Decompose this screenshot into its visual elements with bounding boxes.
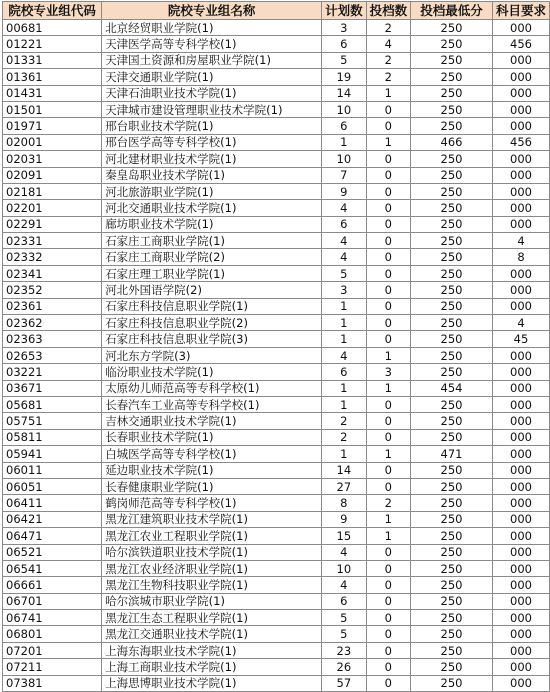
table-row [3, 69, 550, 85]
plan-count-cell: 5 [322, 52, 367, 68]
group-name-cell: 邢台医学高等专科学校(1) [102, 134, 322, 150]
table-row [3, 429, 550, 445]
group-code-cell: 02361 [3, 298, 102, 314]
plan-count-cell: 7 [322, 167, 367, 183]
group-name-cell: 石家庄工商职业学院(1) [102, 233, 322, 249]
filed-count-cell: 2 [366, 69, 411, 85]
group-name-cell: 黑龙江建筑职业技术学院(1) [102, 511, 322, 527]
subject-req-cell: 000 [492, 282, 549, 298]
plan-count-cell: 1 [322, 396, 367, 412]
group-name-cell: 黑龙江农业经济职业学院(1) [102, 560, 322, 576]
subject-req-cell: 000 [492, 380, 549, 396]
plan-count-cell: 27 [322, 478, 367, 494]
min-score-cell: 250 [411, 364, 493, 380]
min-score-cell: 250 [411, 151, 493, 167]
table-row [3, 183, 550, 199]
group-name-cell: 黑龙江生物科技职业学院(1) [102, 577, 322, 593]
header-min-score: 投档最低分 [411, 2, 493, 20]
group-code-cell: 01971 [3, 118, 102, 134]
filed-count-cell: 0 [366, 396, 411, 412]
table-row [3, 593, 550, 609]
header-group-name: 院校专业组名称 [102, 2, 322, 20]
group-code-cell: 02181 [3, 183, 102, 199]
group-name-cell: 黑龙江农业工程职业学院(1) [102, 528, 322, 544]
min-score-cell: 454 [411, 380, 493, 396]
subject-req-cell: 000 [492, 413, 549, 429]
subject-req-cell: 000 [492, 642, 549, 658]
group-code-cell: 02291 [3, 216, 102, 232]
min-score-cell: 250 [411, 511, 493, 527]
group-name-cell: 太原幼儿师范高等专科学校(1) [102, 380, 322, 396]
group-code-cell: 06801 [3, 626, 102, 642]
subject-req-cell: 000 [492, 429, 549, 445]
subject-req-cell: 000 [492, 610, 549, 626]
group-name-cell: 白城医学高等专科学校(1) [102, 446, 322, 462]
plan-count-cell: 6 [322, 364, 367, 380]
min-score-cell: 250 [411, 85, 493, 101]
filed-count-cell: 1 [366, 528, 411, 544]
filed-count-cell: 0 [366, 315, 411, 331]
subject-req-cell: 000 [492, 118, 549, 134]
plan-count-cell: 26 [322, 659, 367, 675]
group-name-cell: 哈尔滨城市职业学院(1) [102, 593, 322, 609]
group-code-cell: 02332 [3, 249, 102, 265]
plan-count-cell: 6 [322, 118, 367, 134]
min-score-cell: 250 [411, 495, 493, 511]
plan-count-cell: 6 [322, 216, 367, 232]
group-name-cell: 天津城市建设管理职业技术学院(1) [102, 101, 322, 117]
filed-count-cell: 0 [366, 298, 411, 314]
subject-req-cell: 45 [492, 331, 549, 347]
filed-count-cell: 0 [366, 183, 411, 199]
filed-count-cell: 0 [366, 249, 411, 265]
group-code-cell: 01331 [3, 52, 102, 68]
min-score-cell: 250 [411, 265, 493, 281]
filed-count-cell: 2 [366, 20, 411, 36]
min-score-cell: 250 [411, 610, 493, 626]
group-code-cell: 05751 [3, 413, 102, 429]
filed-count-cell: 0 [366, 216, 411, 232]
table-row [3, 495, 550, 511]
table-row [3, 151, 550, 167]
group-name-cell: 黑龙江交通职业技术学院(1) [102, 626, 322, 642]
group-name-cell: 石家庄科技信息职业学院(2) [102, 315, 322, 331]
group-name-cell: 临汾职业技术学院(1) [102, 364, 322, 380]
plan-count-cell: 14 [322, 85, 367, 101]
min-score-cell: 250 [411, 52, 493, 68]
group-name-cell: 哈尔滨铁道职业技术学院(1) [102, 544, 322, 560]
table-row [3, 478, 550, 494]
header-group-code: 院校专业组代码 [3, 2, 102, 20]
min-score-cell: 250 [411, 560, 493, 576]
table-row [3, 626, 550, 642]
plan-count-cell: 1 [322, 446, 367, 462]
plan-count-cell: 15 [322, 528, 367, 544]
plan-count-cell: 1 [322, 331, 367, 347]
table-row [3, 380, 550, 396]
min-score-cell: 250 [411, 642, 493, 658]
plan-count-cell: 1 [322, 298, 367, 314]
min-score-cell: 471 [411, 446, 493, 462]
plan-count-cell: 6 [322, 36, 367, 52]
group-code-cell: 02362 [3, 315, 102, 331]
group-name-cell: 秦皇岛职业技术学院(1) [102, 167, 322, 183]
filed-count-cell: 0 [366, 429, 411, 445]
table-row [3, 446, 550, 462]
filed-count-cell: 1 [366, 446, 411, 462]
plan-count-cell: 10 [322, 101, 367, 117]
plan-count-cell: 9 [322, 511, 367, 527]
group-name-cell: 鹤岗师范高等专科学校(1) [102, 495, 322, 511]
subject-req-cell: 000 [492, 364, 549, 380]
group-name-cell: 长春职业技术学院(1) [102, 429, 322, 445]
subject-req-cell: 000 [492, 528, 549, 544]
subject-req-cell: 000 [492, 216, 549, 232]
header-filed-count: 投档数 [366, 2, 411, 20]
table-row [3, 528, 550, 544]
subject-req-cell: 8 [492, 249, 549, 265]
table-row [3, 298, 550, 314]
filed-count-cell: 1 [366, 380, 411, 396]
filed-count-cell: 1 [366, 347, 411, 363]
table-row [3, 659, 550, 675]
table-row [3, 85, 550, 101]
group-code-cell: 06541 [3, 560, 102, 576]
plan-count-cell: 8 [322, 495, 367, 511]
min-score-cell: 250 [411, 249, 493, 265]
min-score-cell: 466 [411, 134, 493, 150]
filed-count-cell: 0 [366, 626, 411, 642]
filed-count-cell: 0 [366, 282, 411, 298]
plan-count-cell: 4 [322, 577, 367, 593]
min-score-cell: 250 [411, 69, 493, 85]
subject-req-cell: 000 [492, 85, 549, 101]
min-score-cell: 250 [411, 413, 493, 429]
plan-count-cell: 4 [322, 347, 367, 363]
plan-count-cell: 1 [322, 134, 367, 150]
subject-req-cell: 000 [492, 560, 549, 576]
plan-count-cell: 5 [322, 610, 367, 626]
plan-count-cell: 10 [322, 151, 367, 167]
min-score-cell: 250 [411, 347, 493, 363]
group-name-cell: 河北建材职业技术学院(1) [102, 151, 322, 167]
group-code-cell: 05941 [3, 446, 102, 462]
subject-req-cell: 000 [492, 265, 549, 281]
table-row [3, 675, 550, 691]
subject-req-cell: 000 [492, 347, 549, 363]
plan-count-cell: 1 [322, 380, 367, 396]
table-row [3, 364, 550, 380]
table-row [3, 315, 550, 331]
filed-count-cell: 1 [366, 85, 411, 101]
plan-count-cell: 19 [322, 69, 367, 85]
group-code-cell: 07211 [3, 659, 102, 675]
group-name-cell: 天津国土资源和房屋职业学院(1) [102, 52, 322, 68]
group-code-cell: 05681 [3, 396, 102, 412]
subject-req-cell: 000 [492, 183, 549, 199]
filed-count-cell: 0 [366, 200, 411, 216]
min-score-cell: 250 [411, 626, 493, 642]
group-code-cell: 02341 [3, 265, 102, 281]
min-score-cell: 250 [411, 167, 493, 183]
plan-count-cell: 4 [322, 544, 367, 560]
table-row [3, 577, 550, 593]
filed-count-cell: 4 [366, 36, 411, 52]
table-row [3, 36, 550, 52]
min-score-cell: 250 [411, 396, 493, 412]
group-code-cell: 01501 [3, 101, 102, 117]
filed-count-cell: 0 [366, 544, 411, 560]
group-name-cell: 黑龙江生态工程职业学院(1) [102, 610, 322, 626]
plan-count-cell: 4 [322, 200, 367, 216]
plan-count-cell: 23 [322, 642, 367, 658]
filed-count-cell: 0 [366, 462, 411, 478]
table-row [3, 200, 550, 216]
group-name-cell: 天津医学高等专科学校(1) [102, 36, 322, 52]
filed-count-cell: 0 [366, 101, 411, 117]
group-code-cell: 02031 [3, 151, 102, 167]
group-name-cell: 天津石油职业技术学院(1) [102, 85, 322, 101]
min-score-cell: 250 [411, 233, 493, 249]
table-row [3, 347, 550, 363]
group-code-cell: 02001 [3, 134, 102, 150]
subject-req-cell: 000 [492, 659, 549, 675]
min-score-cell: 250 [411, 298, 493, 314]
filed-count-cell: 0 [366, 577, 411, 593]
plan-count-cell: 2 [322, 429, 367, 445]
group-name-cell: 上海东海职业技术学院(1) [102, 642, 322, 658]
filed-count-cell: 0 [366, 331, 411, 347]
min-score-cell: 250 [411, 183, 493, 199]
table-row [3, 331, 550, 347]
group-code-cell: 02352 [3, 282, 102, 298]
filed-count-cell: 0 [366, 610, 411, 626]
filed-count-cell: 0 [366, 151, 411, 167]
table-row [3, 560, 550, 576]
subject-req-cell: 000 [492, 577, 549, 593]
plan-count-cell: 5 [322, 626, 367, 642]
plan-count-cell: 4 [322, 233, 367, 249]
filed-count-cell: 0 [366, 560, 411, 576]
min-score-cell: 250 [411, 282, 493, 298]
group-code-cell: 06011 [3, 462, 102, 478]
group-name-cell: 邢台职业技术学院(1) [102, 118, 322, 134]
subject-req-cell: 456 [492, 134, 549, 150]
group-name-cell: 石家庄理工职业学院(1) [102, 265, 322, 281]
filed-count-cell: 0 [366, 265, 411, 281]
group-code-cell: 06471 [3, 528, 102, 544]
min-score-cell: 250 [411, 101, 493, 117]
filed-count-cell: 0 [366, 675, 411, 691]
group-code-cell: 07201 [3, 642, 102, 658]
plan-count-cell: 5 [322, 265, 367, 281]
group-code-cell: 01361 [3, 69, 102, 85]
subject-req-cell: 000 [492, 446, 549, 462]
group-name-cell: 河北交通职业技术学院(1) [102, 200, 322, 216]
group-name-cell: 北京经贸职业学院(1) [102, 20, 322, 36]
group-name-cell: 长春健康职业学院(1) [102, 478, 322, 494]
table-row [3, 233, 550, 249]
table-row [3, 265, 550, 281]
filed-count-cell: 0 [366, 642, 411, 658]
group-code-cell: 06411 [3, 495, 102, 511]
filed-count-cell: 1 [366, 511, 411, 527]
filed-count-cell: 0 [366, 593, 411, 609]
group-code-cell: 06661 [3, 577, 102, 593]
plan-count-cell: 57 [322, 675, 367, 691]
subject-req-cell: 000 [492, 462, 549, 478]
min-score-cell: 250 [411, 36, 493, 52]
group-name-cell: 石家庄科技信息职业学院(1) [102, 298, 322, 314]
group-name-cell: 河北东方学院(3) [102, 347, 322, 363]
group-code-cell: 06741 [3, 610, 102, 626]
filed-count-cell: 0 [366, 233, 411, 249]
subject-req-cell: 000 [492, 593, 549, 609]
subject-req-cell: 000 [492, 396, 549, 412]
table-row [3, 118, 550, 134]
subject-req-cell: 456 [492, 36, 549, 52]
group-code-cell: 07381 [3, 675, 102, 691]
min-score-cell: 250 [411, 315, 493, 331]
table-row [3, 216, 550, 232]
subject-req-cell: 000 [492, 495, 549, 511]
subject-req-cell: 000 [492, 167, 549, 183]
group-code-cell: 02331 [3, 233, 102, 249]
min-score-cell: 250 [411, 478, 493, 494]
subject-req-cell: 000 [492, 544, 549, 560]
subject-req-cell: 000 [492, 511, 549, 527]
table-row [3, 101, 550, 117]
min-score-cell: 250 [411, 20, 493, 36]
table-row [3, 167, 550, 183]
group-code-cell: 06701 [3, 593, 102, 609]
table-row [3, 413, 550, 429]
min-score-cell: 250 [411, 118, 493, 134]
group-name-cell: 延边职业技术学院(1) [102, 462, 322, 478]
filed-count-cell: 1 [366, 134, 411, 150]
plan-count-cell: 14 [322, 462, 367, 478]
subject-req-cell: 4 [492, 315, 549, 331]
group-code-cell: 03671 [3, 380, 102, 396]
table-body [3, 20, 550, 692]
group-name-cell: 石家庄科技信息职业学院(3) [102, 331, 322, 347]
group-code-cell: 02363 [3, 331, 102, 347]
min-score-cell: 250 [411, 200, 493, 216]
group-code-cell: 03221 [3, 364, 102, 380]
min-score-cell: 250 [411, 544, 493, 560]
table-row [3, 20, 550, 36]
group-name-cell: 长春汽车工业高等专科学校(1) [102, 396, 322, 412]
subject-req-cell: 000 [492, 52, 549, 68]
filed-count-cell: 0 [366, 413, 411, 429]
min-score-cell: 250 [411, 593, 493, 609]
filed-count-cell: 0 [366, 478, 411, 494]
min-score-cell: 250 [411, 462, 493, 478]
min-score-cell: 250 [411, 659, 493, 675]
plan-count-cell: 10 [322, 560, 367, 576]
group-code-cell: 01221 [3, 36, 102, 52]
min-score-cell: 250 [411, 429, 493, 445]
subject-req-cell: 4 [492, 233, 549, 249]
min-score-cell: 250 [411, 577, 493, 593]
subject-req-cell: 000 [492, 626, 549, 642]
group-code-cell: 06051 [3, 478, 102, 494]
group-name-cell: 河北外国语学院(2) [102, 282, 322, 298]
group-name-cell: 廊坊职业技术学院(1) [102, 216, 322, 232]
filed-count-cell: 0 [366, 167, 411, 183]
group-name-cell: 天津交通职业学院(1) [102, 69, 322, 85]
group-code-cell: 02091 [3, 167, 102, 183]
min-score-cell: 250 [411, 675, 493, 691]
table-row [3, 282, 550, 298]
subject-req-cell: 000 [492, 101, 549, 117]
filed-count-cell: 3 [366, 364, 411, 380]
min-score-cell: 250 [411, 528, 493, 544]
filed-count-cell: 2 [366, 495, 411, 511]
table-row [3, 462, 550, 478]
group-name-cell: 上海思博职业技术学院(1) [102, 675, 322, 691]
min-score-cell: 250 [411, 331, 493, 347]
table-row [3, 610, 550, 626]
plan-count-cell: 9 [322, 183, 367, 199]
admission-score-table [2, 1, 550, 692]
min-score-cell: 250 [411, 216, 493, 232]
group-code-cell: 06421 [3, 511, 102, 527]
header-row [3, 2, 550, 20]
subject-req-cell: 000 [492, 151, 549, 167]
filed-count-cell: 2 [366, 52, 411, 68]
subject-req-cell: 000 [492, 478, 549, 494]
group-name-cell: 上海工商职业技术学院(1) [102, 659, 322, 675]
group-code-cell: 05811 [3, 429, 102, 445]
subject-req-cell: 000 [492, 675, 549, 691]
subject-req-cell: 000 [492, 298, 549, 314]
plan-count-cell: 6 [322, 593, 367, 609]
plan-count-cell: 4 [322, 249, 367, 265]
header-plan-count: 计划数 [322, 2, 367, 20]
plan-count-cell: 3 [322, 20, 367, 36]
group-name-cell: 石家庄工商职业学院(2) [102, 249, 322, 265]
subject-req-cell: 000 [492, 20, 549, 36]
group-name-cell: 吉林交通职业技术学院(1) [102, 413, 322, 429]
filed-count-cell: 0 [366, 118, 411, 134]
group-code-cell: 02201 [3, 200, 102, 216]
subject-req-cell: 000 [492, 200, 549, 216]
table-row [3, 396, 550, 412]
table-row [3, 544, 550, 560]
group-code-cell: 01431 [3, 85, 102, 101]
plan-count-cell: 3 [322, 282, 367, 298]
plan-count-cell: 1 [322, 315, 367, 331]
group-name-cell: 河北旅游职业学院(1) [102, 183, 322, 199]
table-row [3, 52, 550, 68]
table-row [3, 134, 550, 150]
group-code-cell: 00681 [3, 20, 102, 36]
plan-count-cell: 2 [322, 413, 367, 429]
table-row [3, 249, 550, 265]
filed-count-cell: 0 [366, 659, 411, 675]
group-code-cell: 06521 [3, 544, 102, 560]
group-code-cell: 02653 [3, 347, 102, 363]
table-row [3, 642, 550, 658]
subject-req-cell: 000 [492, 69, 549, 85]
header-subject-req: 科目要求 [492, 2, 549, 20]
table-row [3, 511, 550, 527]
